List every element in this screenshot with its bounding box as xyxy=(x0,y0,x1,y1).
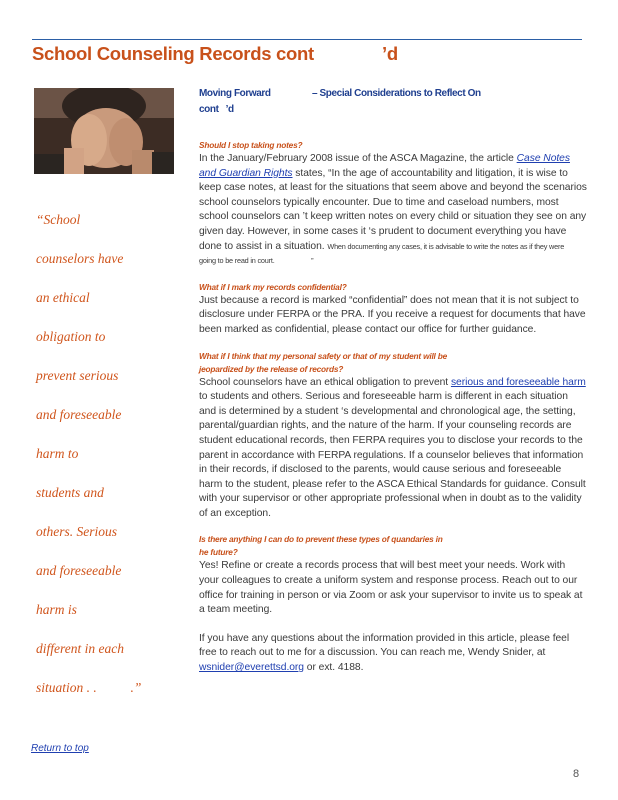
question-heading-line: Is there anything I can do to prevent these types of quandaries in xyxy=(199,534,443,545)
quote-line: students and xyxy=(36,485,104,500)
paragraph xyxy=(199,376,587,522)
quote-line: counselors have xyxy=(36,251,124,266)
paragraph-text: states, “In the age of accountability and litigation, it is wise to keep case notes, at least for the situations that seem above and beyond the scenarios school counselors typically encounter. Due to time and caseload numbers, most school counselors can ’t keep written notes on every child or situation they see on any given day. However, in some cases it ‘s prudent to document everything you have done to assist in a situation. xyxy=(199,167,587,252)
quote-line: obligation to xyxy=(36,329,106,344)
quote-line: and foreseeable xyxy=(36,407,122,422)
header-rule xyxy=(32,39,582,40)
question-heading xyxy=(199,350,587,376)
paragraph-text: In the January/February 2008 issue of the ASCA Magazine, the article xyxy=(199,153,517,164)
case-notes-link[interactable]: Case Notes and Guardian Rights xyxy=(199,153,570,179)
section-title-part-a: Moving Forward xyxy=(199,88,271,99)
page-title-apostrophe: ’d xyxy=(382,43,398,64)
paragraph-text: or ext. 4188. xyxy=(303,662,364,674)
question-heading xyxy=(199,533,587,559)
question-heading: Should I stop taking notes? xyxy=(199,140,303,150)
return-to-top-link[interactable]: Return to top xyxy=(31,743,89,754)
paragraph: Just because a record is marked “confidential” does not mean that it is not subject to disclosure under FERPA or the PRA. If you receive a request for documents that have been marked as confidential, please contact our office for further guidance. xyxy=(199,294,586,335)
page-number: 8 xyxy=(573,768,580,780)
question-heading-line: What if I think that my personal safety or that of my student will be xyxy=(199,350,448,361)
quote-line: others. Serious xyxy=(36,524,117,539)
photo-illustration xyxy=(34,88,174,174)
quote-line: prevent serious xyxy=(36,368,119,383)
quote-line: harm is xyxy=(36,602,77,617)
paragraph-small-text: When documenting any cases, it is advisable to write the notes as if they were xyxy=(327,241,565,251)
person-head-in-hands-photo xyxy=(34,88,174,174)
quote-line: an ethical xyxy=(36,290,90,305)
paragraph-text: School counselors have an ethical obligation to prevent xyxy=(199,376,451,388)
paragraph: Yes! Refine or create a records process that will best meet your needs. Work with your colleagues to create a uniform system and response process. Reach out to our office for training in person or via Zoom or ask your supervisor to invite us to speak at a team meeting. xyxy=(199,560,583,616)
quote-line: situation . . .” xyxy=(36,680,142,695)
quote-line: and foreseeable xyxy=(36,563,122,578)
section-title-continued: cont ’d xyxy=(199,104,234,115)
question-heading-line: he future? xyxy=(199,547,238,558)
paragraph xyxy=(199,632,587,676)
serious-harm-link[interactable]: serious and foreseeable harm xyxy=(450,376,586,388)
quote-line: “School xyxy=(36,212,81,227)
page-title-text: School Counseling Records cont xyxy=(32,43,314,64)
paragraph xyxy=(199,152,587,269)
section-title xyxy=(199,86,587,118)
quote-line: different in each xyxy=(36,641,124,656)
article-body xyxy=(199,86,587,676)
paragraph-text: If you have any questions about the information provided in this article, please feel free to reach out to me for a discussion. You can reach me, Wendy Snider, at xyxy=(199,632,570,659)
page-title xyxy=(32,43,398,65)
question-heading-line: jeopardized by the release of records? xyxy=(199,363,344,374)
email-link[interactable]: wsnider@everettsd.org xyxy=(199,662,304,674)
section-title-part-b: – Special Considerations to Reflect On xyxy=(312,88,481,99)
paragraph-text: to students and others. Serious and foreseeable harm is different in each situation and is determined by a student ‘s developmental and chronological age, the setting, parental/guardian rights, and the nature of the harm. If your counseling records are student educational records, then FERPA requires you to disclose your records to the parent in accordance with FERPA regulations. If a counselor believes that information in their records, if disclosed to the parents, would cause serious and foreseeable harm to the student, please refer to the ASCA Ethical Standards for guidance. Consult with your supervisor or other appropriate professional when in doubt as to the validity of an exception. xyxy=(199,391,586,519)
quote-line: harm to xyxy=(36,446,79,461)
pull-quote xyxy=(36,200,181,707)
paragraph-small-text: going to be read in court. ” xyxy=(199,256,314,266)
question-heading: What if I mark my records confidential? xyxy=(199,281,347,292)
